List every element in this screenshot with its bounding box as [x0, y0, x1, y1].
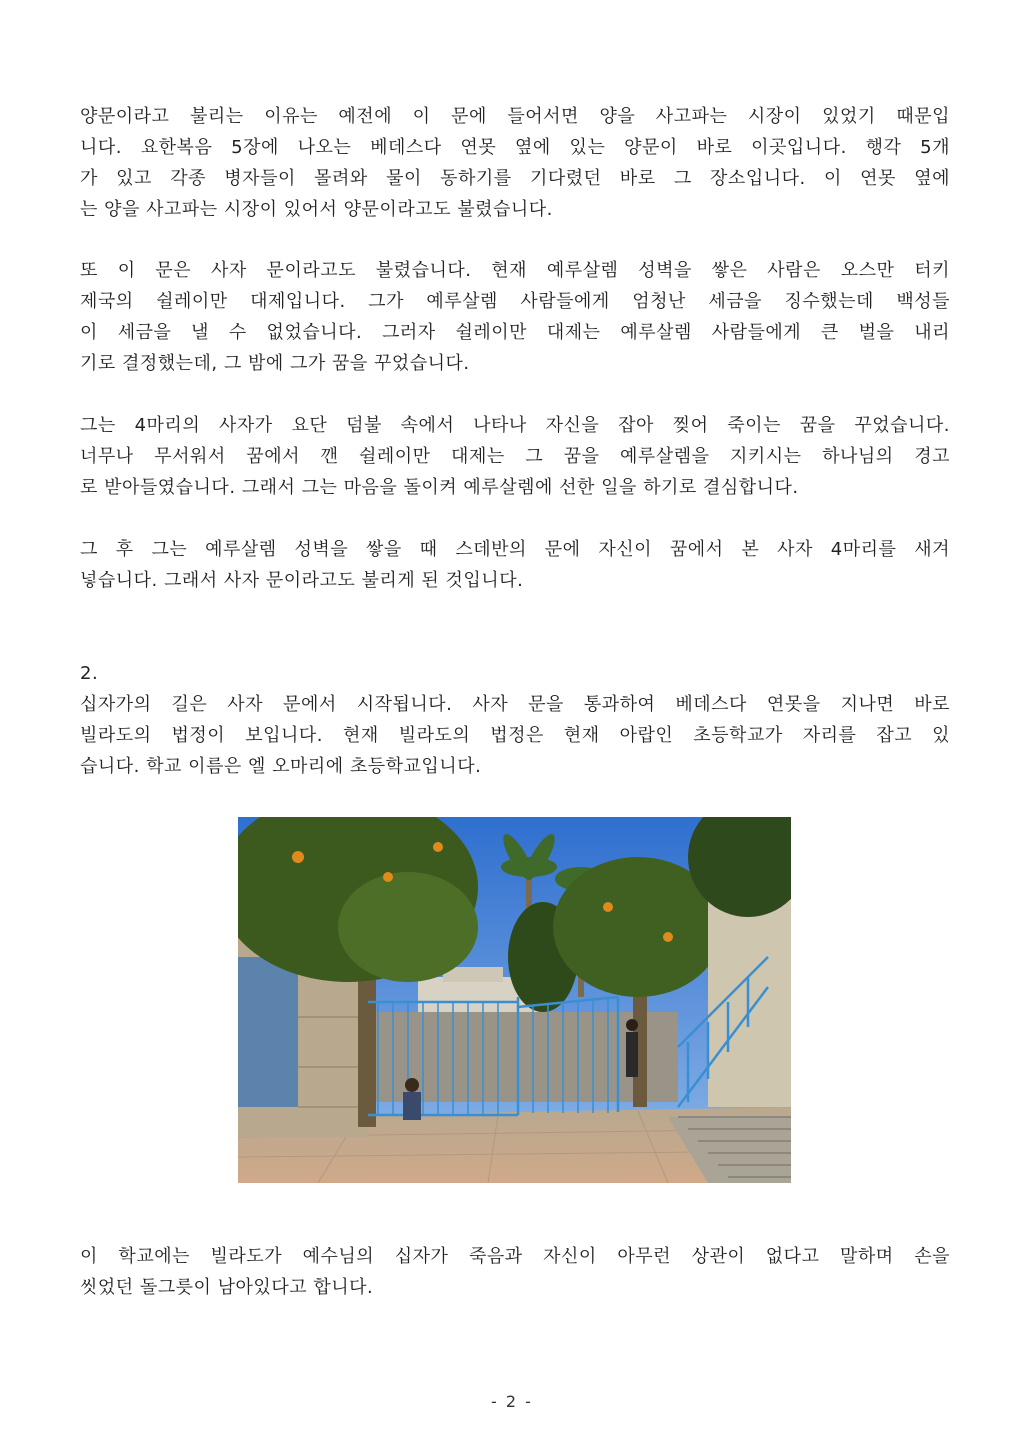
text-line: 가 있고 각종 병자들이 몰려와 물이 동하기를 기다렸던 바로 그 장소입니다. 이 연못 옆에	[80, 168, 950, 189]
text-line: 로 받아들였습니다. 그래서 그는 마음을 돌이켜 예루살렘에 선한 일을 하기로 결심합니다.	[80, 477, 799, 498]
text-line: 십자가의 길은 사자 문에서 시작됩니다. 사자 문을 통과하여 베데스다 연못을 지나면 바로	[80, 694, 950, 715]
paragraph-via-dolorosa	[80, 689, 950, 782]
text-line: 그 후 그는 예루살렘 성벽을 쌓을 때 스데반의 문에 자신이 꿈에서 본 사자 4마리를 새겨	[80, 539, 950, 560]
paragraph-lion-gate	[80, 255, 950, 379]
text-line: 넣습니다. 그래서 사자 문이라고도 불리게 된 것입니다.	[80, 570, 524, 591]
text-line: 빌라도의 법정이 보입니다. 현재 빌라도의 법정은 현재 아랍인 초등학교가 자리를 잡고 있	[80, 725, 950, 746]
school-gate-photo	[238, 817, 791, 1183]
text-line: 는 양을 사고파는 시장이 있어서 양문이라고도 불렸습니다.	[80, 199, 553, 220]
text-line: 기로 결정했는데, 그 밤에 그가 꿈을 꾸었습니다.	[80, 353, 470, 374]
text-line: 이 세금을 낼 수 없었습니다. 그러자 쉴레이만 대제는 예루살렘 사람들에게 큰 벌을 내리	[80, 322, 950, 343]
text-line: 그는 4마리의 사자가 요단 덤불 속에서 나타나 자신을 잡아 찢어 죽이는 꿈을 꾸었습니다.	[80, 415, 950, 436]
paragraph-carved-lions	[80, 534, 950, 596]
page-number: - 2 -	[491, 1392, 533, 1411]
text-line: 너무나 무서워서 꿈에서 깬 쉴레이만 대제는 그 꿈을 예루살렘을 지키시는 하나님의 경고	[80, 446, 950, 467]
text-line: 이 학교에는 빌라도가 예수님의 십자가 죽음과 자신이 아무런 상관이 없다고 말하며 손을	[80, 1246, 950, 1267]
text-line: 씻었던 돌그릇이 남아있다고 합니다.	[80, 1277, 374, 1298]
paragraph-sheep-gate	[80, 101, 950, 225]
section-number	[80, 658, 950, 689]
section-number-text: 2.	[80, 663, 99, 684]
text-line: 습니다. 학교 이름은 엘 오마리에 초등학교입니다.	[80, 756, 482, 777]
paragraph-dream	[80, 410, 950, 503]
text-line: 제국의 쉴레이만 대제입니다. 그가 예루살렘 사람들에게 엄청난 세금을 징수했는데 백성들	[80, 291, 950, 312]
text-line: 니다. 요한복음 5장에 나오는 베데스다 연못 옆에 있는 양문이 바로 이곳입니다. 행각 5개	[80, 137, 950, 158]
text-line: 또 이 문은 사자 문이라고도 불렸습니다. 현재 예루살렘 성벽을 쌓은 사람은 오스만 터키	[80, 260, 950, 281]
paragraph-stone-basin	[80, 1241, 950, 1303]
text-line: 양문이라고 불리는 이유는 예전에 이 문에 들어서면 양을 사고파는 시장이 있었기 때문입	[80, 106, 950, 127]
